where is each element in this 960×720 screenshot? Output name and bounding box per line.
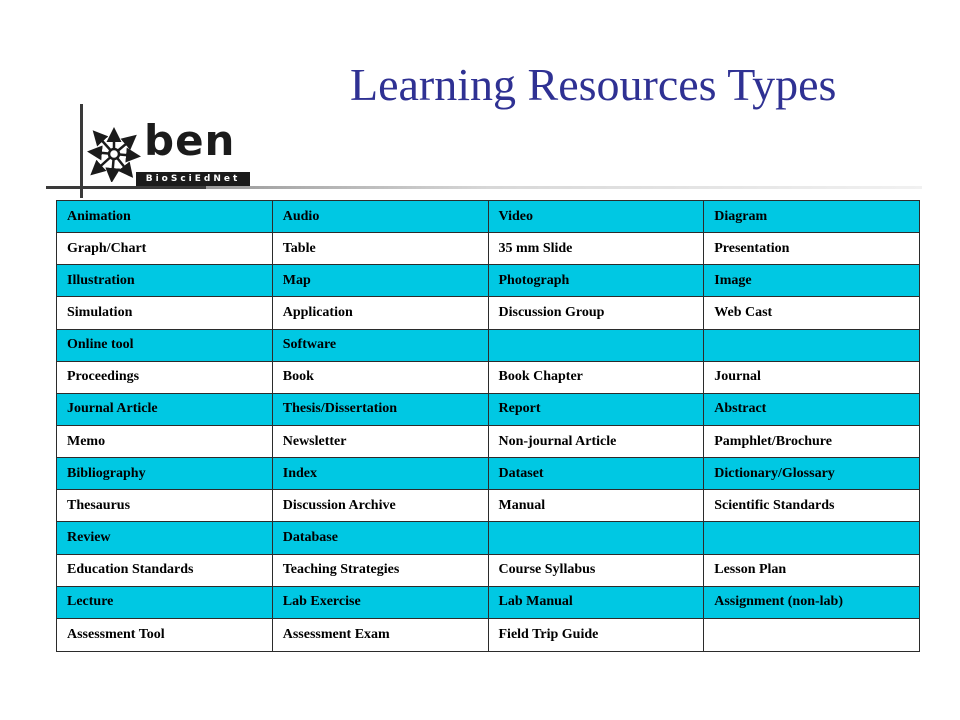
table-cell: Proceedings xyxy=(57,361,273,393)
table-cell: Memo xyxy=(57,425,273,457)
table-cell: Journal xyxy=(704,361,920,393)
table-row xyxy=(57,361,920,393)
decorative-vertical-rule xyxy=(80,104,83,198)
table-cell: Thesis/Dissertation xyxy=(272,393,488,425)
table-cell: Assessment Tool xyxy=(57,618,273,651)
table-cell: Image xyxy=(704,265,920,297)
table-row xyxy=(57,522,920,554)
table-cell: Table xyxy=(272,233,488,265)
logo-tagline: BioSciEdNet xyxy=(136,172,250,186)
table-cell: Lab Manual xyxy=(488,586,704,618)
table-cell: Scientific Standards xyxy=(704,490,920,522)
table-row xyxy=(57,265,920,297)
table-cell: Book Chapter xyxy=(488,361,704,393)
table-row xyxy=(57,297,920,329)
table-cell: Course Syllabus xyxy=(488,554,704,586)
table-cell: Dataset xyxy=(488,458,704,490)
table-cell xyxy=(488,522,704,554)
resource-types-table xyxy=(56,200,920,652)
ben-logo xyxy=(86,116,246,188)
table-cell: Pamphlet/Brochure xyxy=(704,425,920,457)
table-cell: 35 mm Slide xyxy=(488,233,704,265)
table-cell xyxy=(704,329,920,361)
table-cell: Bibliography xyxy=(57,458,273,490)
table-cell: Audio xyxy=(272,201,488,233)
table-row xyxy=(57,329,920,361)
table-cell: Book xyxy=(272,361,488,393)
table-cell: Field Trip Guide xyxy=(488,618,704,651)
table-cell: Index xyxy=(272,458,488,490)
table-cell: Newsletter xyxy=(272,425,488,457)
table-cell: Software xyxy=(272,329,488,361)
table-cell: Database xyxy=(272,522,488,554)
slide-title: Learning Resources Types xyxy=(350,59,837,110)
table-cell: Web Cast xyxy=(704,297,920,329)
table-cell: Lesson Plan xyxy=(704,554,920,586)
table-row xyxy=(57,586,920,618)
table-cell: Animation xyxy=(57,201,273,233)
table-cell: Assessment Exam xyxy=(272,618,488,651)
table-cell: Assignment (non-lab) xyxy=(704,586,920,618)
table-cell: Discussion Archive xyxy=(272,490,488,522)
table-cell: Report xyxy=(488,393,704,425)
table-cell: Journal Article xyxy=(57,393,273,425)
table-cell: Photograph xyxy=(488,265,704,297)
decorative-horizontal-rule-fade xyxy=(206,186,922,189)
table-cell: Online tool xyxy=(57,329,273,361)
table-row xyxy=(57,233,920,265)
table-cell: Teaching Strategies xyxy=(272,554,488,586)
table-row xyxy=(57,490,920,522)
table-cell: Manual xyxy=(488,490,704,522)
table-cell: Illustration xyxy=(57,265,273,297)
table-cell: Graph/Chart xyxy=(57,233,273,265)
table-row xyxy=(57,458,920,490)
table-row xyxy=(57,201,920,233)
table-row xyxy=(57,618,920,651)
table-row xyxy=(57,393,920,425)
table-cell: Lecture xyxy=(57,586,273,618)
table-cell xyxy=(488,329,704,361)
table-cell: Thesaurus xyxy=(57,490,273,522)
table-row xyxy=(57,554,920,586)
table-cell: Review xyxy=(57,522,273,554)
table-cell: Diagram xyxy=(704,201,920,233)
table-cell xyxy=(704,522,920,554)
table-cell: Discussion Group xyxy=(488,297,704,329)
table-cell: Abstract xyxy=(704,393,920,425)
table-cell: Map xyxy=(272,265,488,297)
table-cell: Video xyxy=(488,201,704,233)
table-cell: Lab Exercise xyxy=(272,586,488,618)
table-cell: Application xyxy=(272,297,488,329)
table-cell: Simulation xyxy=(57,297,273,329)
network-arrows-icon xyxy=(86,126,142,182)
table-cell xyxy=(704,618,920,651)
table-cell: Presentation xyxy=(704,233,920,265)
table-row xyxy=(57,425,920,457)
table-cell: Education Standards xyxy=(57,554,273,586)
table-cell: Dictionary/Glossary xyxy=(704,458,920,490)
table-cell: Non-journal Article xyxy=(488,425,704,457)
logo-wordmark: ben xyxy=(144,116,236,165)
